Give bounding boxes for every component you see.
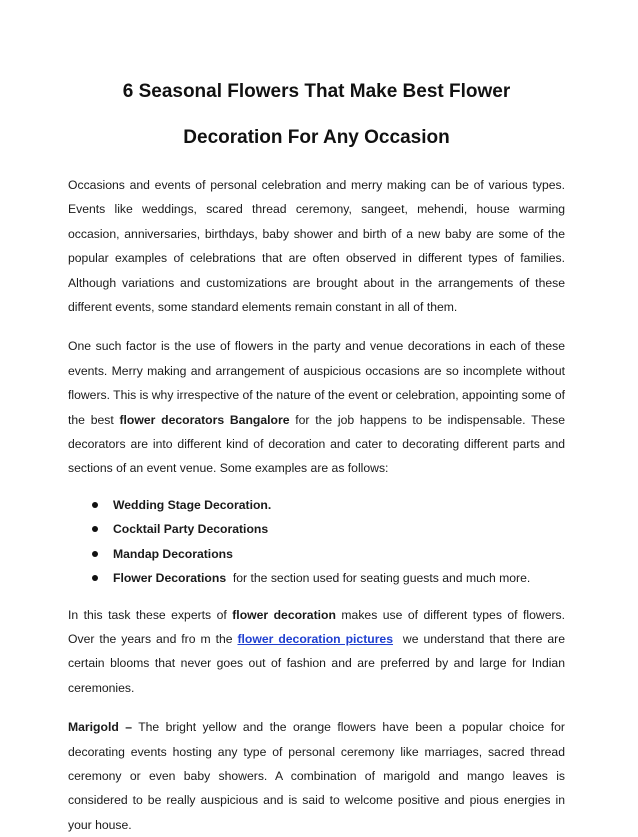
bullet-icon [92, 575, 98, 581]
experts-paragraph-text-before: In this task these experts of [68, 607, 233, 622]
marigold-heading: Marigold – [68, 720, 132, 735]
experts-paragraph [68, 603, 569, 701]
flowers-paragraph [68, 334, 565, 480]
flowers-paragraph-text-after: for the job happens to be indispensable. These decorators are into different kind of decoration and cater to decorating different parts and sections of an event venue. Some examples are as follows: [68, 412, 565, 476]
bullet-icon [92, 526, 98, 532]
intro-paragraph: Occasions and events of personal celebration and merry making can be of various types. Events like weddings, scared thread ceremony, sangeet, mehendi, house warming occasion, anniversaries, birthdays, baby shower and birth of a new baby are some of the popular examples of celebrations that are often observed in different types of families. Although variations and customizations are brought about in the arrangements of these different events, some standard elements remain constant in all of them. [68, 178, 565, 315]
flower-decorators-bangalore-term: flower decorators Bangalore [119, 412, 290, 427]
decoration-examples-list [68, 493, 565, 591]
bullet-icon [92, 551, 98, 557]
list-item-label: Flower Decorations [113, 571, 227, 586]
marigold-text: The bright yellow and the orange flowers have been a popular choice for decorating events hosting any type of personal ceremony like marriages, sacred thread ceremony or even baby showers. A combination of marigold and mango leaves is considered to be really auspicious and is said to welcome positive and pious energies in your house. [68, 720, 565, 832]
list-item [92, 542, 565, 566]
bullet-icon [92, 502, 98, 508]
flowers-paragraph-text-before: One such factor is the use of flowers in the party and venue decorations in each of these events. Merry making and arrangement of auspicious occasions are so incomplete without flowers. This is why irrespective of the nature of the event or celebration, appointing some of the best [68, 339, 566, 427]
experts-paragraph-text-after: we understand that there are certain blooms that never goes out of fashion and are preferred by and large for Indian ceremonies. [68, 631, 569, 695]
list-item [92, 493, 565, 517]
list-item-label: Mandap Decorations [113, 546, 233, 561]
title-line-1: 6 Seasonal Flowers That Make Best Flower [122, 81, 511, 102]
experts-paragraph-text-middle: makes use of different types of flowers. Over the years and fro m the [68, 607, 566, 646]
flower-decoration-term: flower decoration [232, 607, 336, 622]
list-item-rest: for the section used for seating guests and much more. [226, 571, 531, 586]
flower-decoration-pictures-link[interactable]: flower decoration pictures [237, 631, 393, 646]
marigold-paragraph [68, 715, 565, 837]
list-item [92, 566, 565, 590]
list-item-label: Wedding Stage Decoration. [113, 497, 272, 512]
document-title [68, 0, 565, 159]
list-item [92, 517, 565, 541]
title-line-2: Decoration For Any Occasion [183, 127, 450, 148]
list-item-label: Cocktail Party Decorations [113, 522, 269, 537]
